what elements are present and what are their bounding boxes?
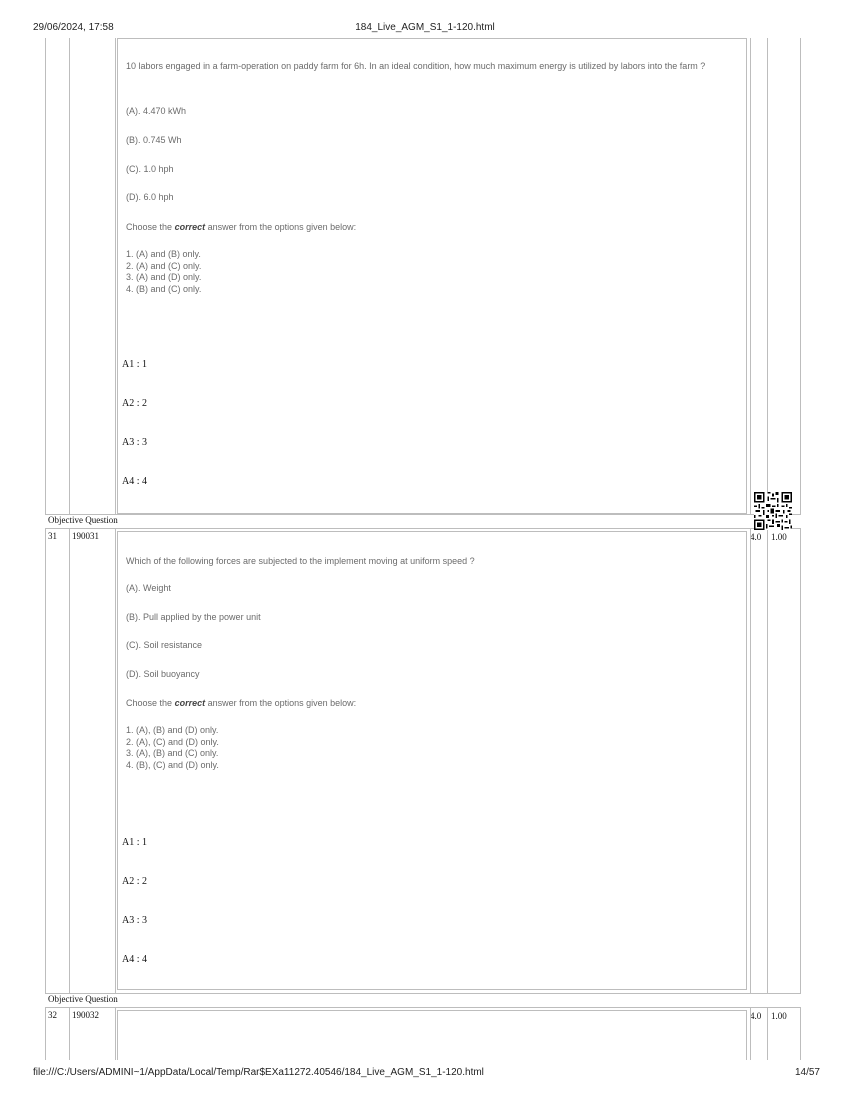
q31-answer-1: A1 : 1 xyxy=(122,837,147,848)
q31-choice-1: 1. (A), (B) and (D) only. xyxy=(126,725,219,735)
q30-answer-4: A4 : 4 xyxy=(122,476,147,487)
question-31-text: Which of the following forces are subjected to the implement moving at uniform speed ? xyxy=(126,556,475,566)
q30-answer-3: A3 : 3 xyxy=(122,437,147,448)
section-label-q32: Objective Question xyxy=(48,994,118,1004)
q30-choice-2: 2. (A) and (C) only. xyxy=(126,260,202,271)
q31-option-a: (A). Weight xyxy=(126,583,171,593)
q31-choice-2: 2. (A), (C) and (D) only. xyxy=(126,736,219,747)
q30-choose-instruction: Choose the correct answer from the options given below: xyxy=(126,222,357,232)
print-file-path: file:///C:/Users/ADMINI~1/AppData/Local/Temp/Rar$EXa11272.40546/184_Live_AGM_S1_1-120.html xyxy=(33,1067,484,1078)
section-label-q31: Objective Question xyxy=(48,515,118,525)
q31-question-id: 190031 xyxy=(72,531,99,541)
q30-choice-list xyxy=(126,249,201,295)
q30-answer-1: A1 : 1 xyxy=(122,359,147,370)
print-datetime: 29/06/2024, 17:58 xyxy=(33,22,114,33)
question-30-text: 10 labors engaged in a farm-operation on paddy farm for 6h. In an ideal condition, how much maximum energy is utilized by labors into the farm ? xyxy=(126,61,706,71)
question-30-cell xyxy=(117,38,747,514)
page-number: 14/57 xyxy=(794,1067,820,1078)
q32-serial-number: 32 xyxy=(48,1010,57,1020)
q30-choice-3: 3. (A) and (D) only. xyxy=(126,272,202,282)
q31-choice-list xyxy=(126,725,219,771)
question-31-cell xyxy=(117,531,747,990)
q31-serial-number: 31 xyxy=(48,531,57,541)
q32-marks: 4.0 xyxy=(750,1011,762,1021)
q32-question-id: 190032 xyxy=(72,1010,99,1020)
q31-answer-4: A4 : 4 xyxy=(122,954,147,965)
question-32-cell xyxy=(117,1010,747,1060)
print-file-title: 184_Live_AGM_S1_1-120.html xyxy=(355,22,495,33)
q30-option-a: (A). 4.470 kWh xyxy=(126,106,187,116)
q30-choice-1: 1. (A) and (B) only. xyxy=(126,249,201,259)
q31-choice-4: 4. (B), (C) and (D) only. xyxy=(126,759,219,770)
q30-answer-2: A2 : 2 xyxy=(122,398,147,409)
q30-option-b: (B). 0.745 Wh xyxy=(126,135,182,145)
q31-answer-3: A3 : 3 xyxy=(122,915,147,926)
question-table xyxy=(45,38,801,1060)
q32-negative-marks: 1.00 xyxy=(771,1011,787,1021)
q31-choice-3: 3. (A), (B) and (C) only. xyxy=(126,748,219,758)
q30-option-d: (D). 6.0 hph xyxy=(126,192,174,202)
qr-code-icon xyxy=(754,492,792,530)
q31-option-d: (D). Soil buoyancy xyxy=(126,669,200,679)
q31-negative-marks: 1.00 xyxy=(771,532,787,542)
q31-answer-2: A2 : 2 xyxy=(122,876,147,887)
q31-option-c: (C). Soil resistance xyxy=(126,640,203,650)
q30-choice-4: 4. (B) and (C) only. xyxy=(126,283,202,294)
q31-marks: 4.0 xyxy=(750,532,762,542)
q31-choose-instruction: Choose the correct answer from the options given below: xyxy=(126,698,357,708)
q31-option-b: (B). Pull applied by the power unit xyxy=(126,612,261,622)
q30-option-c: (C). 1.0 hph xyxy=(126,164,174,174)
